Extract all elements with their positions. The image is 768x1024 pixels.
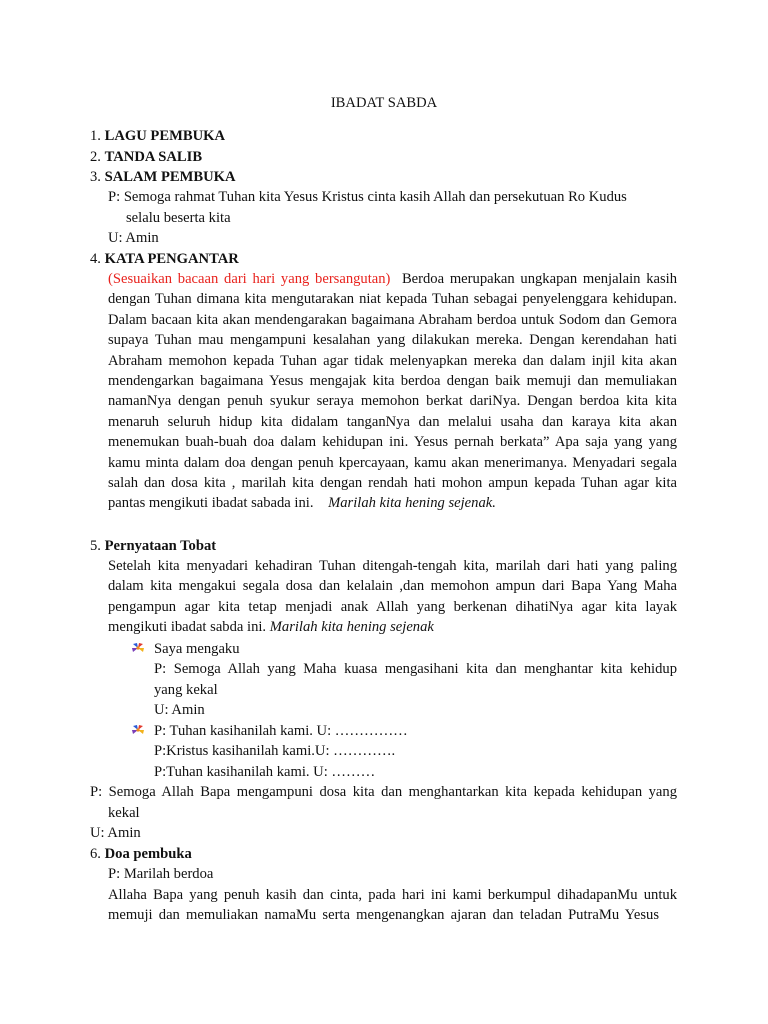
salam-people-response: U: Amin [108,230,159,246]
kyrie-line-1: P: Tuhan kasihanilah kami. U: …………… [154,723,408,739]
section-1-heading [90,126,225,146]
pengantar-closing: Marilah kita hening sejenak. [328,495,496,512]
section-5-label: Pernyataan Tobat [104,538,217,554]
bullet-1-title: Saya mengaku [154,641,240,657]
doa-priest-invite: P: Marilah berdoa [108,866,214,882]
section-6-number: 6. [90,846,101,862]
section-6-label: Doa pembuka [104,846,192,862]
section-1-label: LAGU PEMBUKA [104,128,226,144]
section-5-heading [90,536,216,556]
salam-priest-line-1: P: Semoga rahmat Tuhan kita Yesus Kristus cinta kasih Allah dan persekutuan Ro Kudus [108,189,627,205]
pengantar-note: (Sesuaikan bacaan dari hari yang bersangutan) [108,271,391,287]
section-2-label: TANDA SALIB [104,149,203,165]
section-3-label: SALAM PEMBUKA [104,169,236,185]
bullet-1-priest-line-1: P: Semoga Allah yang Maha kuasa mengasihani kita dan menghantar kita kehidup [154,661,677,677]
section-5-number: 5. [90,538,101,554]
flower-bullet-icon [131,641,145,655]
document-title: IBADAT SABDA [330,95,438,111]
absolution-line-2: kekal [108,805,140,821]
absolution-line-1: P: Semoga Allah Bapa mengampuni dosa kita dan menghantarkan kita kepada kehidupan yang [90,784,677,800]
flower-bullet-icon [131,723,145,737]
pengantar-body: Berdoa merupakan ungkapan menjalain kasih dengan Tuhan dimana kita mengutarakan niat kepada Tuhan sebagai penyelenggara kehidupan. Dalam bacaan kita akan mendengarakan bagaimana Abraham berdoa untuk Sodom dan Gemora supaya Tuhan mau mengampuni kesalahan yang dilakukan mereka. Dengan kerendahan hati Abraham memohon kepada Tuhan agar tidak melenyapkan mereka dan dalam injil kita akan mendengarkan bagaimana Yesus mengajak kita berdoa dengan baik memuji dan memuliakan namanNya dengan penuh syukur seraya memohon berkat dariNya. Dengan berdoa kita kita menaruh seluruh hidup kita didalam tanganNya dan melalui usaha dan karaya kita akan menemukan buah-buah doa dalam kehidupan ini. Yesus pernah berkata” Apa saja yang yang kamu minta dalam doa dengan penuh kpercayaan, kamu akan menerimanya. Menyadari segala salah dan dosa kita , marilah kita dengan rendah hati mohon ampun kepada Tuhan agar kita pantas mengikuti ibadat sabada ini. [108,271,678,512]
section-4-label: KATA PENGANTAR [104,251,239,267]
bullet-1-priest-line-2: yang kekal [154,682,218,698]
doa-prayer-line-1: Allaha Bapa yang penuh kasih dan cinta, pada hari ini kami berkumpul dihadapanMu untuk [108,887,677,903]
tobat-body: Setelah kita menyadari kehadiran Tuhan ditengah-tengah kita, marilah dari hati yang paling dalam kita mengakui segala dosa dan kelalain ,dan memohon ampun dari Bapa Yang Maha pengampun agar kita tetap menjadi anak Allah yang berkenan dihatiNya agar kita layak mengikuti ibadat sabda ini. [108,558,677,636]
tobat-paragraph [108,556,677,638]
section-3-number: 3. [90,169,101,185]
doa-prayer-line-2: memuji dan memuliakan namaMu serta mengenangkan ajaran dan teladan PutraMu Yesus [108,907,659,923]
bullet-1-people-response: U: Amin [154,702,205,718]
section-1-number: 1. [90,128,101,144]
section-4-number: 4. [90,251,101,267]
absolution-people-response: U: Amin [90,825,141,841]
section-4-heading [90,249,239,269]
section-3-heading [90,167,236,187]
section-6-heading [90,844,192,864]
section-2-heading [90,147,202,167]
tobat-closing: Marilah kita hening sejenak [269,619,434,636]
section-2-number: 2. [90,149,101,165]
kyrie-line-3: P:Tuhan kasihanilah kami. U: ……… [154,764,376,780]
pengantar-paragraph [108,269,677,514]
salam-priest-line-2: selalu beserta kita [126,210,231,226]
kyrie-line-2: P:Kristus kasihanilah kami.U: …………. [154,743,396,759]
